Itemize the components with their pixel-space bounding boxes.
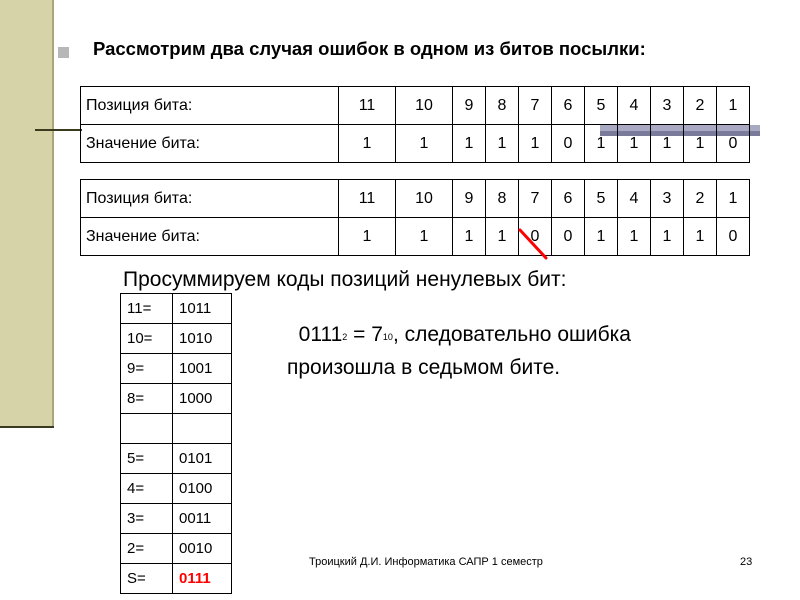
value-cell: 0 [717, 218, 750, 256]
code-value: 1011 [173, 294, 232, 324]
value-cell: 1 [684, 125, 717, 163]
code-value: 1001 [173, 354, 232, 384]
position-cell: 5 [585, 87, 618, 125]
code-value: 0101 [173, 444, 232, 474]
result-equals: = 7 [347, 323, 383, 346]
code-value: 0100 [173, 474, 232, 504]
bits-table-2 [80, 179, 750, 256]
code-value [173, 414, 232, 444]
error-bit-cell: 0 [519, 218, 552, 256]
position-cell: 8 [486, 87, 519, 125]
sidebar-decor [0, 0, 52, 428]
value-cell: 1 [651, 125, 684, 163]
sum-row [121, 564, 232, 594]
value-cell: 0 [552, 125, 585, 163]
value-cell: 1 [618, 125, 651, 163]
code-row [121, 324, 232, 354]
bullet-icon [58, 47, 69, 58]
value-cell: 1 [486, 125, 519, 163]
code-key: 11= [121, 294, 173, 324]
code-key: 2= [121, 534, 173, 564]
sum-value: 0111 [173, 564, 232, 594]
value-cell: 1 [585, 125, 618, 163]
sum-title: Просуммируем коды позиций ненулевых бит: [123, 268, 567, 291]
position-cell: 5 [585, 180, 618, 218]
position-cell: 2 [684, 87, 717, 125]
position-cell: 8 [486, 180, 519, 218]
value-cell: 1 [453, 218, 486, 256]
position-cell: 9 [453, 180, 486, 218]
code-key: 4= [121, 474, 173, 504]
page-number: 23 [740, 556, 753, 568]
position-cell: 11 [339, 87, 396, 125]
sum-key: S= [121, 564, 173, 594]
value-cell: 1 [339, 218, 396, 256]
value-cell: 0 [552, 218, 585, 256]
slide-heading: Рассмотрим два случая ошибок в одном из битов посылки: [93, 38, 646, 59]
position-cell: 3 [651, 180, 684, 218]
value-cell: 1 [396, 125, 453, 163]
values-row [81, 125, 750, 163]
value-cell: 1 [339, 125, 396, 163]
bits-table-1 [80, 86, 750, 163]
position-cell: 4 [618, 180, 651, 218]
position-cell: 7 [519, 180, 552, 218]
error-mark-icon [516, 226, 550, 262]
result-base-binary: 2 [342, 332, 348, 342]
position-cell: 2 [684, 180, 717, 218]
code-key: 10= [121, 324, 173, 354]
value-cell: 1 [618, 218, 651, 256]
positions-label: Позиция бита: [81, 180, 339, 218]
position-cell: 6 [552, 87, 585, 125]
result-text [287, 320, 647, 382]
code-key: 3= [121, 504, 173, 534]
code-key [121, 414, 173, 444]
code-row [121, 504, 232, 534]
position-cell: 1 [717, 87, 750, 125]
code-key: 8= [121, 384, 173, 414]
positions-label: Позиция бита: [81, 87, 339, 125]
value-cell: 1 [585, 218, 618, 256]
code-value: 1010 [173, 324, 232, 354]
value-cell: 1 [684, 218, 717, 256]
position-cell: 1 [717, 180, 750, 218]
values-row [81, 218, 750, 256]
code-row [121, 534, 232, 564]
value-cell: 0 [717, 125, 750, 163]
value-cell: 1 [651, 218, 684, 256]
position-cell: 10 [396, 180, 453, 218]
value-cell: 1 [396, 218, 453, 256]
result-base-decimal: 10 [382, 332, 393, 342]
sidebar-edge [52, 0, 54, 428]
sidebar-divider [0, 426, 54, 428]
code-key: 5= [121, 444, 173, 474]
position-cell: 10 [396, 87, 453, 125]
value-cell: 1 [453, 125, 486, 163]
code-value: 0011 [173, 504, 232, 534]
code-row [121, 384, 232, 414]
code-row [121, 294, 232, 324]
positions-row [81, 87, 750, 125]
values-label: Значение бита: [81, 218, 339, 256]
footer-text: Троицкий Д.И. Информатика САПР 1 семестр [309, 556, 543, 568]
value-cell: 1 [486, 218, 519, 256]
code-value: 0010 [173, 534, 232, 564]
code-row [121, 354, 232, 384]
position-cell: 6 [552, 180, 585, 218]
divider-left [35, 129, 82, 131]
positions-row [81, 180, 750, 218]
position-cell: 3 [651, 87, 684, 125]
code-row [121, 444, 232, 474]
value-cell: 1 [519, 125, 552, 163]
code-row [121, 474, 232, 504]
position-cell: 4 [618, 87, 651, 125]
position-cell: 9 [453, 87, 486, 125]
code-value: 1000 [173, 384, 232, 414]
position-cell: 11 [339, 180, 396, 218]
code-key: 9= [121, 354, 173, 384]
code-row-empty [121, 414, 232, 444]
result-conclusion: , следовательно ошибка произошла в седьмом бите. [287, 323, 631, 379]
position-codes-table [120, 293, 232, 594]
values-label: Значение бита: [81, 125, 339, 163]
result-binary: 0111 [298, 323, 343, 346]
position-cell: 7 [519, 87, 552, 125]
